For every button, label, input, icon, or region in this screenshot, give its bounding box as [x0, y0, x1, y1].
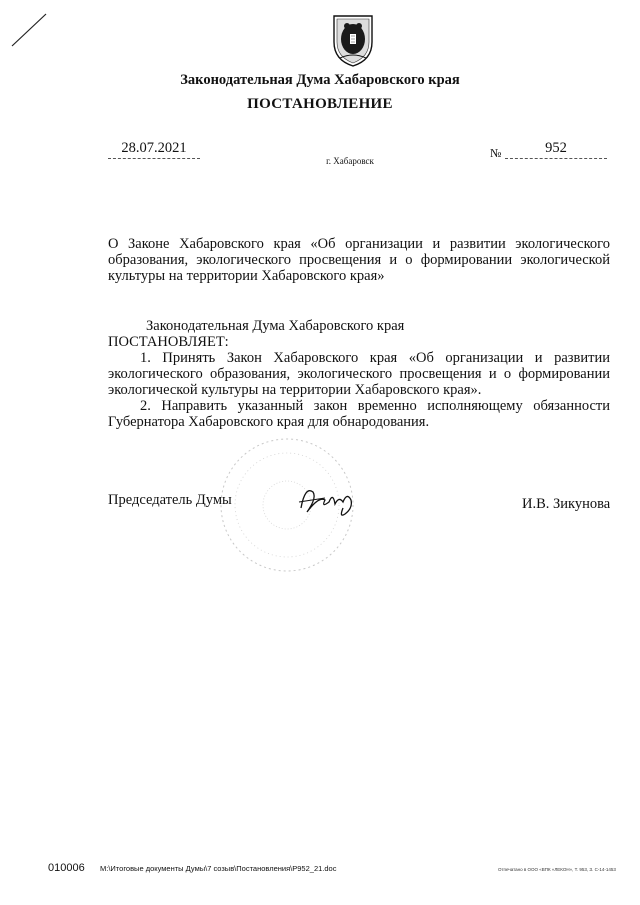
resolution-verb: ПОСТАНОВЛЯЕТ:	[108, 334, 229, 350]
resolution-item-1: 1. Принять Закон Хабаровского края «Об организации и развитии экологического образования, экологического просвещения и о формировании экологической культуры на территории Хабаровского края».	[108, 350, 610, 398]
document-type-title: ПОСТАНОВЛЕНИЕ	[247, 96, 393, 112]
document-city: г. Хабаровск	[326, 156, 374, 166]
footer-document-code: 010006	[48, 862, 85, 874]
document-date: 28.07.2021	[108, 140, 200, 159]
signatory-title: Председатель Думы	[108, 492, 232, 508]
number-label: №	[490, 146, 502, 160]
document-subject: О Законе Хабаровского края «Об организации и развитии экологического образования, экологического просвещения и о формировании экологической культуры на территории Хабаровского края»	[108, 236, 610, 284]
document-number: 952	[505, 140, 607, 159]
handwritten-slash-mark	[8, 12, 48, 48]
signatory-name: И.В. Зикунова	[522, 496, 611, 512]
resolution-item-2: 2. Направить указанный закон временно исполняющему обязанности Губернатора Хабаровского края для обнародования.	[108, 398, 610, 430]
resolution-intro: Законодательная Дума Хабаровского края	[146, 318, 405, 334]
footer-print-note: Отпечатано в ООО «ВПК «ЛЕКОН», Т. 953, З. С-14-1453	[498, 867, 616, 872]
footer-file-path: M:\Итоговые документы Думы\7 созыв\Постановления\P952_21.doc	[100, 864, 337, 873]
organization-name: Законодательная Дума Хабаровского края	[180, 72, 460, 88]
coat-of-arms-icon	[330, 12, 376, 68]
handwritten-signature	[295, 478, 365, 522]
